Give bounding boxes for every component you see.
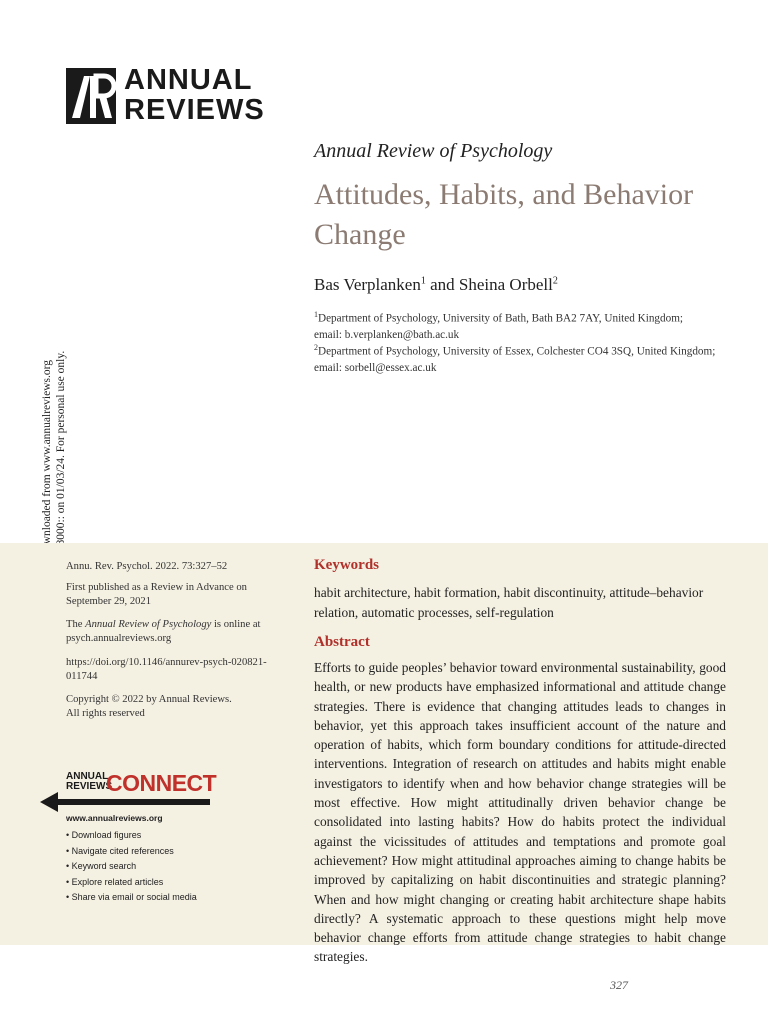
affiliation-email[interactable]: email: b.verplanken@bath.ac.uk <box>314 328 460 341</box>
doi-link[interactable]: https://doi.org/10.1146/annurev-psych-020821-011744 <box>66 657 267 682</box>
author-name: Bas Verplanken <box>314 275 421 294</box>
list-item: • Explore related articles <box>66 875 197 891</box>
connect-title: CONNECT <box>106 770 217 796</box>
copyright <box>66 693 286 721</box>
online-journal: Annual Review of Psychology <box>85 619 212 630</box>
rights-line: All rights reserved <box>66 708 145 719</box>
connect-brand-line-1: ANNUAL <box>66 771 109 782</box>
connect-feature-list <box>66 828 197 906</box>
affiliation-2 <box>314 340 734 376</box>
logo-word-reviews: REVIEWS <box>124 94 265 126</box>
affiliation-sup: 1 <box>314 310 318 319</box>
affiliation-text: Department of Psychology, University of Essex, Colchester CO4 3SQ, United Kingdom; <box>318 345 716 358</box>
abstract-text: Efforts to guide peoples’ behavior toward environmental sustainability, good health, or new products have emphasized informational and attitude change strategies. There is evidence that changing attitudes leads to changes in behavior, yet this approach takes insufficient account of the nature and operation of habits, which form boundary conditions for attitude-directed interventions. Integration of research on attitudes and habits might enable investigators to identify when and how behavior change strategies will be most effective. How might attitudinally driven behavior change be consolidated into lasting habits? How do habits protect the individual against the vicissitudes of attitudes and temptations and promote goal achievement? How might attitudinal approaches aiming to change habits be improved by capitalizing on habit discontinuities and strategic planning? When and how might changing or creating habit architecture shape habits directly? A systematic approach to these questions might help move behavior change efforts from attitude change strategies to habit change strategies. <box>314 660 726 965</box>
author-sup: 1 <box>420 275 426 287</box>
online-note <box>66 618 286 646</box>
list-item: • Share via email or social media <box>66 890 197 906</box>
copyright-line: Copyright © 2022 by Annual Reviews. <box>66 694 232 705</box>
list-item: • Navigate cited references <box>66 844 197 860</box>
affiliation-sup: 2 <box>314 343 318 352</box>
citation: Annu. Rev. Psychol. 2022. 73:327–52 <box>66 561 228 572</box>
ar-logo-mark-icon <box>66 68 116 124</box>
logo-word-annual: ANNUAL <box>124 64 253 96</box>
affiliation-text: Department of Psychology, University of Bath, Bath BA2 7AY, United Kingdom; <box>318 312 684 325</box>
keywords-heading: Keywords <box>314 557 379 573</box>
affiliation-1 <box>314 307 734 343</box>
affiliation-email[interactable]: email: sorbell@essex.ac.uk <box>314 361 437 374</box>
keywords-text: habit architecture, habit formation, habit discontinuity, attitude–behavior relation, automatic processes, self-regulation <box>314 585 704 620</box>
online-post: is online at psych.annualreviews.org <box>66 619 261 644</box>
article-title: Attitudes, Habits, and Behavior Change <box>314 178 694 251</box>
author-list <box>314 275 558 295</box>
list-item: • Download figures <box>66 828 197 844</box>
author-conjunction: and <box>425 275 459 294</box>
online-pre: The <box>66 619 86 630</box>
journal-name: Annual Review of Psychology <box>314 140 553 162</box>
list-item: • Keyword search <box>66 859 197 875</box>
connect-url[interactable]: www.annualreviews.org <box>66 813 163 823</box>
page-number: 327 <box>610 978 628 992</box>
connect-brand-line-2: REVIEWS <box>66 781 113 792</box>
first-published: First published as a Review in Advance on September 29, 2021 <box>66 582 247 607</box>
connect-box[interactable] <box>40 768 217 908</box>
abstract-heading: Abstract <box>314 634 370 650</box>
author-sup: 2 <box>552 275 558 287</box>
author-name: Sheina Orbell <box>458 275 553 294</box>
arrow-left-icon <box>40 792 210 812</box>
annual-reviews-logo <box>66 66 266 126</box>
